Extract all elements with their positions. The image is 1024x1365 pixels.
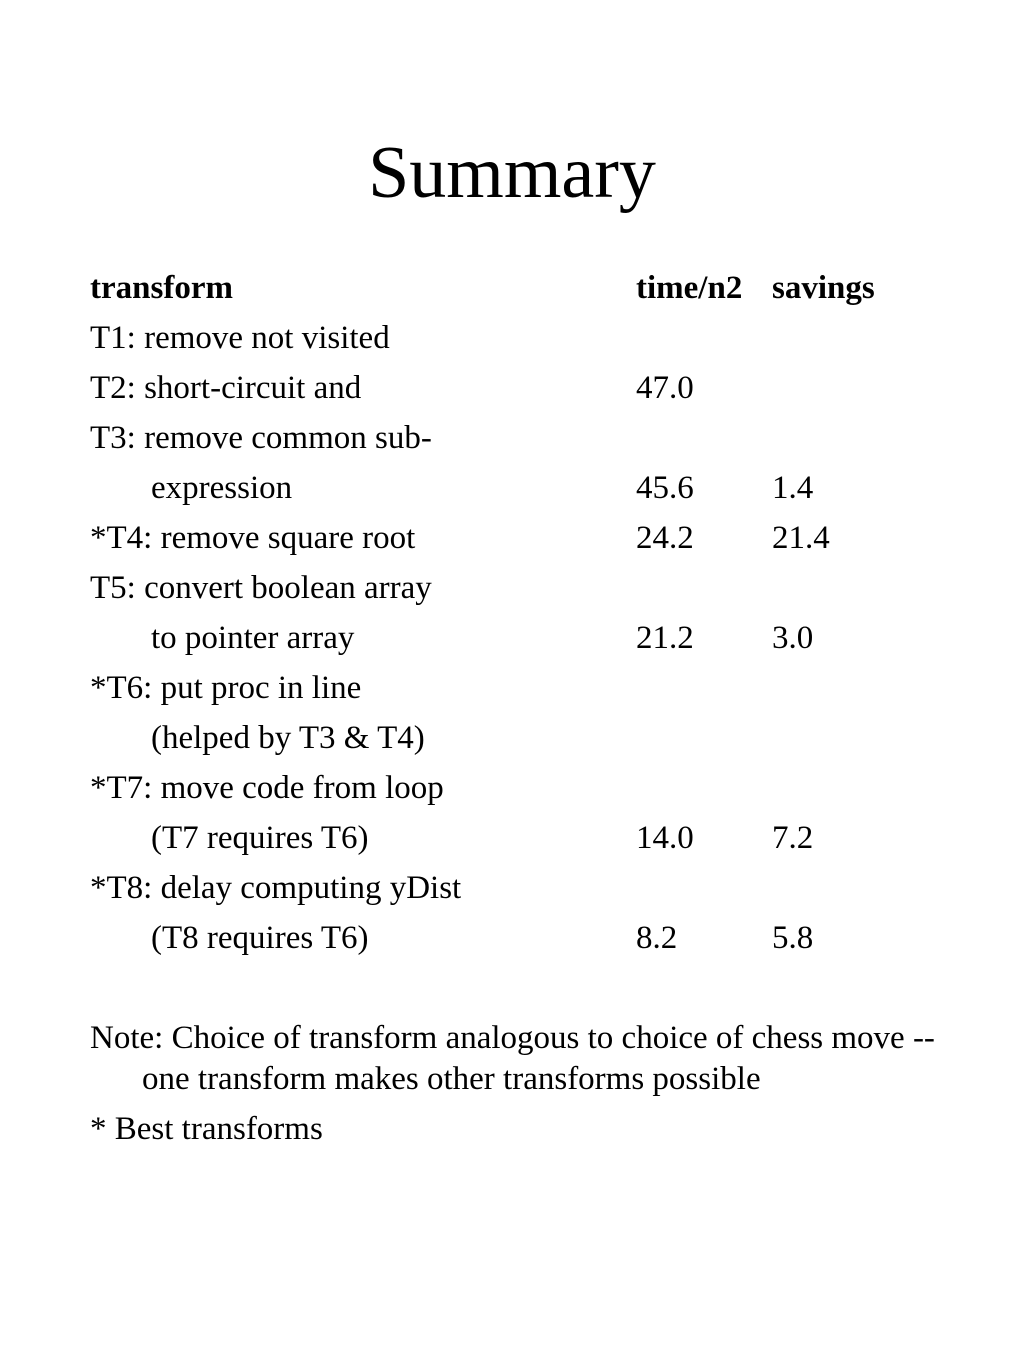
cell-time: 21.2 [636, 620, 694, 656]
notes-section [90, 1018, 970, 1150]
summary-table [90, 263, 950, 963]
cell-transform: *T8: delay computing yDist [90, 870, 462, 906]
cell-savings: 3.0 [772, 620, 814, 656]
footnote-text: * Best transforms [90, 1111, 323, 1147]
header-time: time/n2 [636, 270, 743, 306]
table-row [90, 563, 950, 613]
table-row [90, 813, 950, 863]
table-row [90, 613, 950, 663]
cell-transform: T5: convert boolean array [90, 570, 432, 606]
cell-time: 24.2 [636, 520, 694, 556]
cell-savings: 7.2 [772, 820, 814, 856]
table-row [90, 713, 950, 763]
cell-time: 14.0 [636, 820, 694, 856]
header-savings: savings [772, 270, 875, 306]
table-row [90, 313, 950, 363]
cell-time: 45.6 [636, 470, 694, 506]
note-text: Note: Choice of transform analogous to choice of chess move -- one transform makes other transforms possible [90, 1020, 935, 1097]
cell-transform: *T7: move code from loop [90, 770, 444, 806]
table-row [90, 363, 950, 413]
header-transform: transform [90, 270, 233, 306]
table-row [90, 763, 950, 813]
cell-transform: T2: short-circuit and [90, 370, 362, 406]
cell-transform: (T8 requires T6) [151, 920, 369, 956]
cell-savings: 1.4 [772, 470, 814, 506]
cell-transform: (T7 requires T6) [151, 820, 369, 856]
cell-transform: expression [151, 470, 293, 506]
table-row [90, 913, 950, 963]
cell-savings: 21.4 [772, 520, 830, 556]
cell-savings: 5.8 [772, 920, 814, 956]
table-header-row [90, 263, 950, 313]
table-row [90, 663, 950, 713]
table-row [90, 463, 950, 513]
cell-transform: to pointer array [151, 620, 355, 656]
slide-title: Summary [368, 132, 656, 214]
cell-transform: T1: remove not visited [90, 320, 390, 356]
table-body [90, 313, 950, 963]
cell-transform: *T6: put proc in line [90, 670, 362, 706]
cell-transform: *T4: remove square root [90, 520, 416, 556]
cell-transform: (helped by T3 & T4) [151, 720, 425, 756]
table-row [90, 513, 950, 563]
cell-time: 8.2 [636, 920, 678, 956]
table-row [90, 413, 950, 463]
table-row [90, 863, 950, 913]
cell-transform: T3: remove common sub- [90, 420, 432, 456]
cell-time: 47.0 [636, 370, 694, 406]
